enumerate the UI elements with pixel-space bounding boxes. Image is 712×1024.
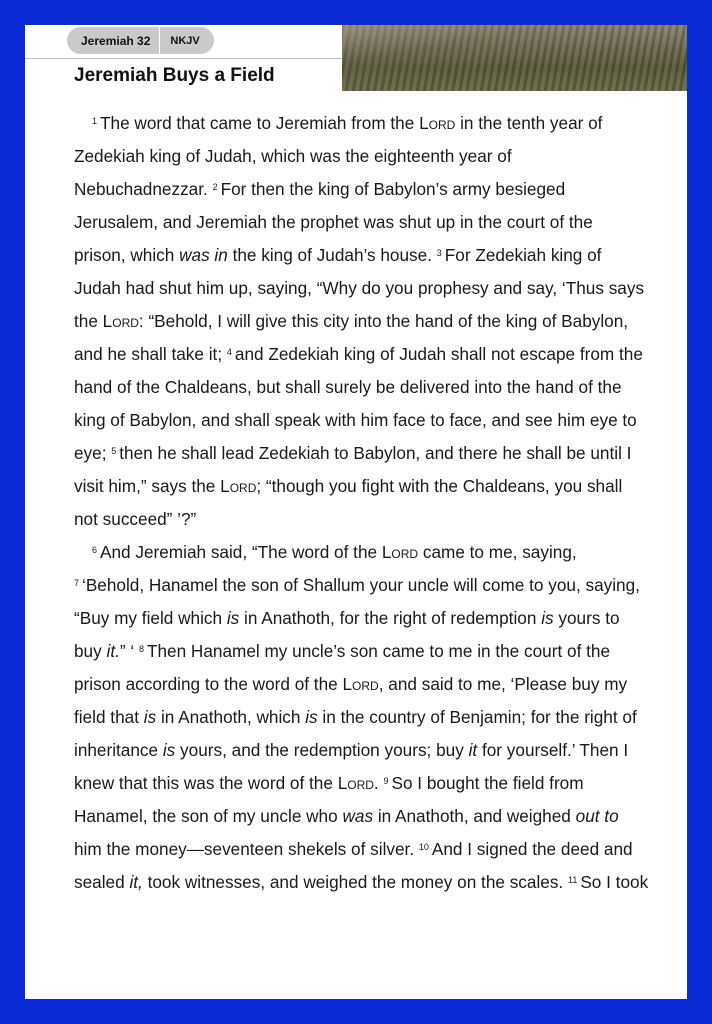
verse-text: And Jeremiah said, “The word of the	[100, 542, 382, 562]
paragraph-1	[74, 107, 649, 536]
verse-text: for yourself.’ Then I knew that this was the word of the	[74, 740, 629, 793]
italic-text: was in	[179, 245, 228, 265]
italic-text: it	[468, 740, 478, 760]
verse-number[interactable]: 5	[111, 446, 117, 456]
italic-text: it,	[129, 872, 143, 892]
verse-text: The word that came to Jeremiah from the	[100, 113, 420, 133]
italic-text: is	[143, 707, 157, 727]
verse-text: And I signed the deed and sealed	[74, 839, 633, 892]
verse-text: So I took	[580, 872, 649, 892]
header-landscape-image	[342, 25, 687, 91]
italic-text: is	[305, 707, 318, 727]
lord-smallcaps: Lord	[342, 674, 379, 694]
italic-text: is	[541, 608, 554, 628]
verse-text: For Zedekiah king of Judah had shut him up, saying, “Why do you prophesy and say, ‘Thus says the	[74, 245, 645, 331]
verse-text: ” ‘	[119, 641, 139, 661]
verse-text: in Anathoth, for the right of redemption	[239, 608, 542, 628]
lord-smallcaps: Lord	[419, 113, 456, 133]
verse-text: and Zedekiah king of Judah shall not escape from the hand of the Chaldeans, but shall surely be delivered into the hand of the king of Babylon, and shall speak with him face to face, and see him eye to eye;	[74, 344, 643, 463]
italic-text: is	[226, 608, 240, 628]
lord-smallcaps: Lord	[337, 773, 374, 793]
header-divider	[25, 58, 342, 59]
verse-number[interactable]: 4	[226, 347, 232, 357]
verse-number[interactable]: 2	[212, 182, 218, 192]
version-selector-button[interactable]: NKJV	[170, 34, 200, 47]
verse-text: in the tenth year of Zedekiah king of Judah, which was the eighteenth year of Nebuchadnezzar.	[74, 113, 603, 199]
verse-text: ‘Behold, Hanamel the son of Shallum your uncle will come to you, saying, “Buy my field which	[74, 575, 640, 628]
chapter-version-pill[interactable]	[67, 27, 214, 54]
verse-text: For then the king of Babylon’s army besieged Jerusalem, and Jeremiah the prophet was shut up in the court of the prison, which	[74, 179, 593, 265]
verse-text: came to me, saying,	[418, 542, 577, 562]
verse-text: in the country of Benjamin; for the right of inheritance	[74, 707, 637, 760]
verse-text: yours to buy	[74, 608, 620, 661]
scripture-text	[74, 107, 649, 899]
lord-smallcaps: Lord	[102, 311, 139, 331]
verse-number[interactable]: 3	[436, 248, 442, 258]
chapter-selector-button[interactable]: Jeremiah 32	[81, 33, 151, 48]
verse-text: : “Behold, I will give this city into the hand of the king of Babylon, and he shall take it;	[74, 311, 629, 364]
verse-number[interactable]: 6	[92, 545, 98, 555]
verse-text: him the money—seventeen shekels of silver.	[74, 839, 419, 859]
italic-text: is	[162, 740, 176, 760]
italic-text: out to	[575, 806, 619, 826]
verse-text: the king of Judah’s house.	[227, 245, 437, 265]
verse-text: yours, and the redemption yours; buy	[175, 740, 469, 760]
verse-text: in Anathoth, and weighed	[373, 806, 576, 826]
verse-number[interactable]: 1	[92, 116, 98, 126]
verse-text: Then Hanamel my uncle’s son came to me in the court of the prison according to the word of the	[74, 641, 611, 694]
verse-text: then he shall lead Zedekiah to Babylon, and there he shall be until I visit him,” says the	[74, 443, 632, 496]
verse-text: .	[373, 773, 384, 793]
lord-smallcaps: Lord	[220, 476, 257, 496]
verse-text: took witnesses, and weighed the money on the scales.	[142, 872, 568, 892]
verse-text: in Anathoth, which	[156, 707, 306, 727]
verse-text: , and said to me, ‘Please buy my field that	[74, 674, 628, 727]
verse-text: So I bought the field from Hanamel, the son of my uncle who	[74, 773, 584, 826]
verse-number[interactable]: 7	[74, 578, 80, 588]
paragraph-2	[74, 536, 649, 899]
reader-page	[25, 25, 687, 999]
passage-title: Jeremiah Buys a Field	[74, 65, 275, 86]
lord-smallcaps: Lord	[381, 542, 419, 562]
italic-text: it.	[106, 641, 120, 661]
verse-number[interactable]: 11	[567, 875, 578, 885]
verse-number[interactable]: 8	[138, 644, 144, 654]
verse-text: ; “though you fight with the Chaldeans, you shall not succeed” ’?”	[74, 476, 623, 529]
italic-text: was	[342, 806, 374, 826]
verse-number[interactable]: 10	[418, 842, 429, 852]
verse-number[interactable]: 9	[383, 776, 389, 786]
